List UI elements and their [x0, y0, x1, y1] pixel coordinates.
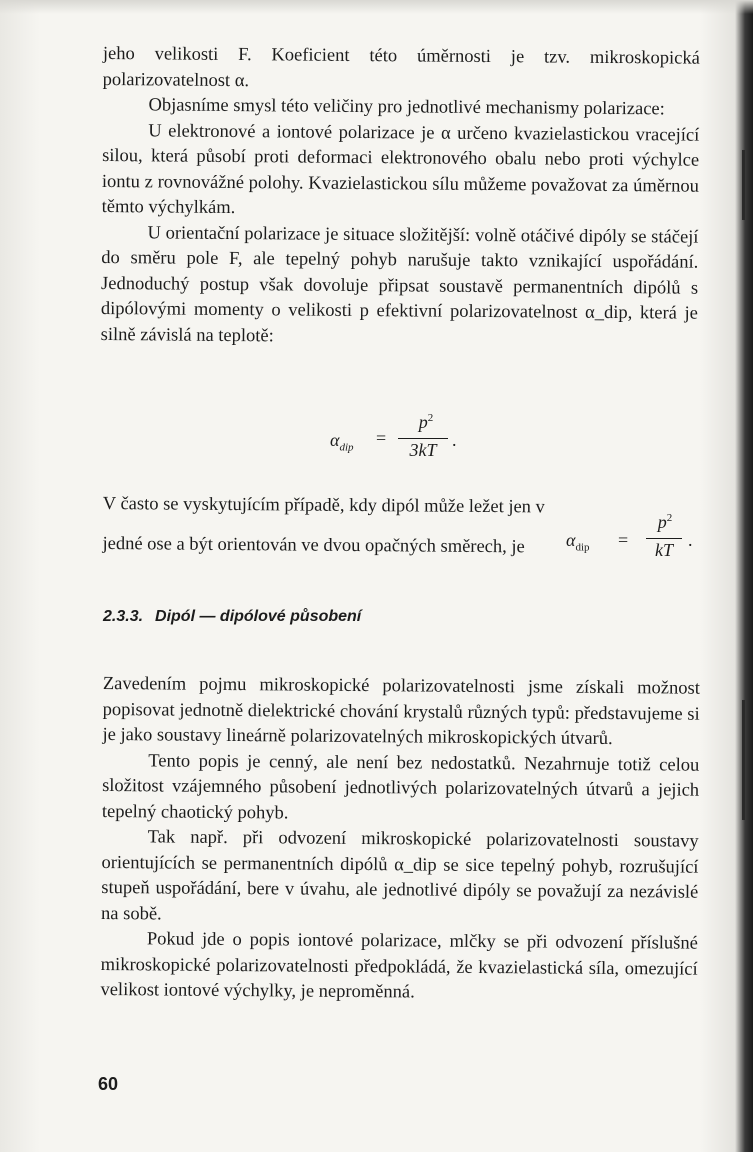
formula-denominator: 3kT	[409, 440, 437, 460]
section-title: Dipól — dipólové působení	[155, 608, 362, 625]
binding-edge-mark	[742, 150, 745, 220]
paragraph-9: Pokud jde o popis iontové polarizace, mlčky se při odvození příslušné mikroskopické polarizovatelnosti předpokládá, že kvazielastická síla, omezující velikost iontové výchylky, je neproměnná.	[100, 929, 698, 1003]
text-block-middle	[102, 484, 561, 568]
paragraph-1: jeho velikosti F. Koeficient této úměrnosti je tzv. mikroskopická polarizovatelnost α.	[102, 43, 700, 91]
fraction2-bar	[646, 538, 682, 539]
formula2-equals: =	[618, 530, 629, 550]
formula2-period: .	[688, 530, 693, 550]
binding-edge-mark	[742, 700, 745, 820]
formula-period: .	[452, 430, 457, 450]
paragraph-3: U elektronové a iontové polarizace je α určeno kvazielastickou vracející silou, která působí proti deformaci elektronového obalu nebo proti výchylce iontu z rovnovážné polohy. Kvazielastickou sílu můžeme považovat za úměrnou těmto výchylkám.	[101, 120, 700, 219]
paragraph-7: Tento popis je cenný, ale není bez nedostatků. Nezahrnuje totiž celou složitost vzájemného působení jednotlivých polarizovatelných útvarů a jejich tepelný chaotický pohyb.	[101, 750, 700, 823]
section-heading	[103, 608, 373, 626]
formula-alpha-dip-3kT	[318, 412, 478, 468]
formula2-lhs: $\alpha_{dip}$	[566, 530, 590, 554]
formula-lhs: $\alpha_{dip}$	[330, 430, 354, 454]
paragraph-4: U orientační polarizace je situace složitější: volně otáčivé dipóly se stáčejí do směru pole F, ale tepelný pohyb narušuje takto vznikající uspořádání. Jednoduchý postup však dovoluje připsat soustavě permanentních dipólů s dipólovými momenty o velikosti p efektivní polarizovatelnost α_dip, která je silně závislá na teplotě:	[100, 222, 699, 346]
formula-numerator: $p^2$	[418, 412, 434, 432]
text-block-bottom	[100, 672, 700, 1008]
formula2-numerator: $p^2$	[657, 512, 673, 532]
paragraph-6: Zavedením pojmu mikroskopické polarizovatelnosti jsme získali možnost popisovat jednotně dielektrické chování krystalů různých typů: představujeme si je jako soustavy lineárně polarizovatelných mikroskopických útvarů.	[102, 673, 700, 750]
fraction-bar	[398, 438, 448, 439]
paragraph-5: V často se vyskytujícím případě, kdy dipól může ležet jen v jedné ose a být orientován ve dvou opačných směrech, je	[102, 493, 545, 558]
formula-alpha-dip-kT	[566, 512, 706, 562]
formula-equals: =	[376, 428, 387, 448]
paragraph-2: Objasníme smysl této veličiny pro jednotlivé mechanismy polarizace:	[148, 95, 665, 120]
formula2-denominator: kT	[655, 540, 673, 560]
paragraph-8: Tak např. při odvození mikroskopické polarizovatelnosti soustavy orientujících se permanentních dipólů α_dip se sice tepelný pohyb, rozrušující stupeň uspořádání, bere v úvahu, ale jednotlivé dipóly se považují za nezávislé na sobě.	[101, 827, 699, 924]
text-block-top	[101, 42, 700, 353]
page-number: 60	[98, 1074, 119, 1094]
section-number: 2.3.3.	[103, 608, 144, 625]
page-top-shadow	[0, 0, 753, 14]
